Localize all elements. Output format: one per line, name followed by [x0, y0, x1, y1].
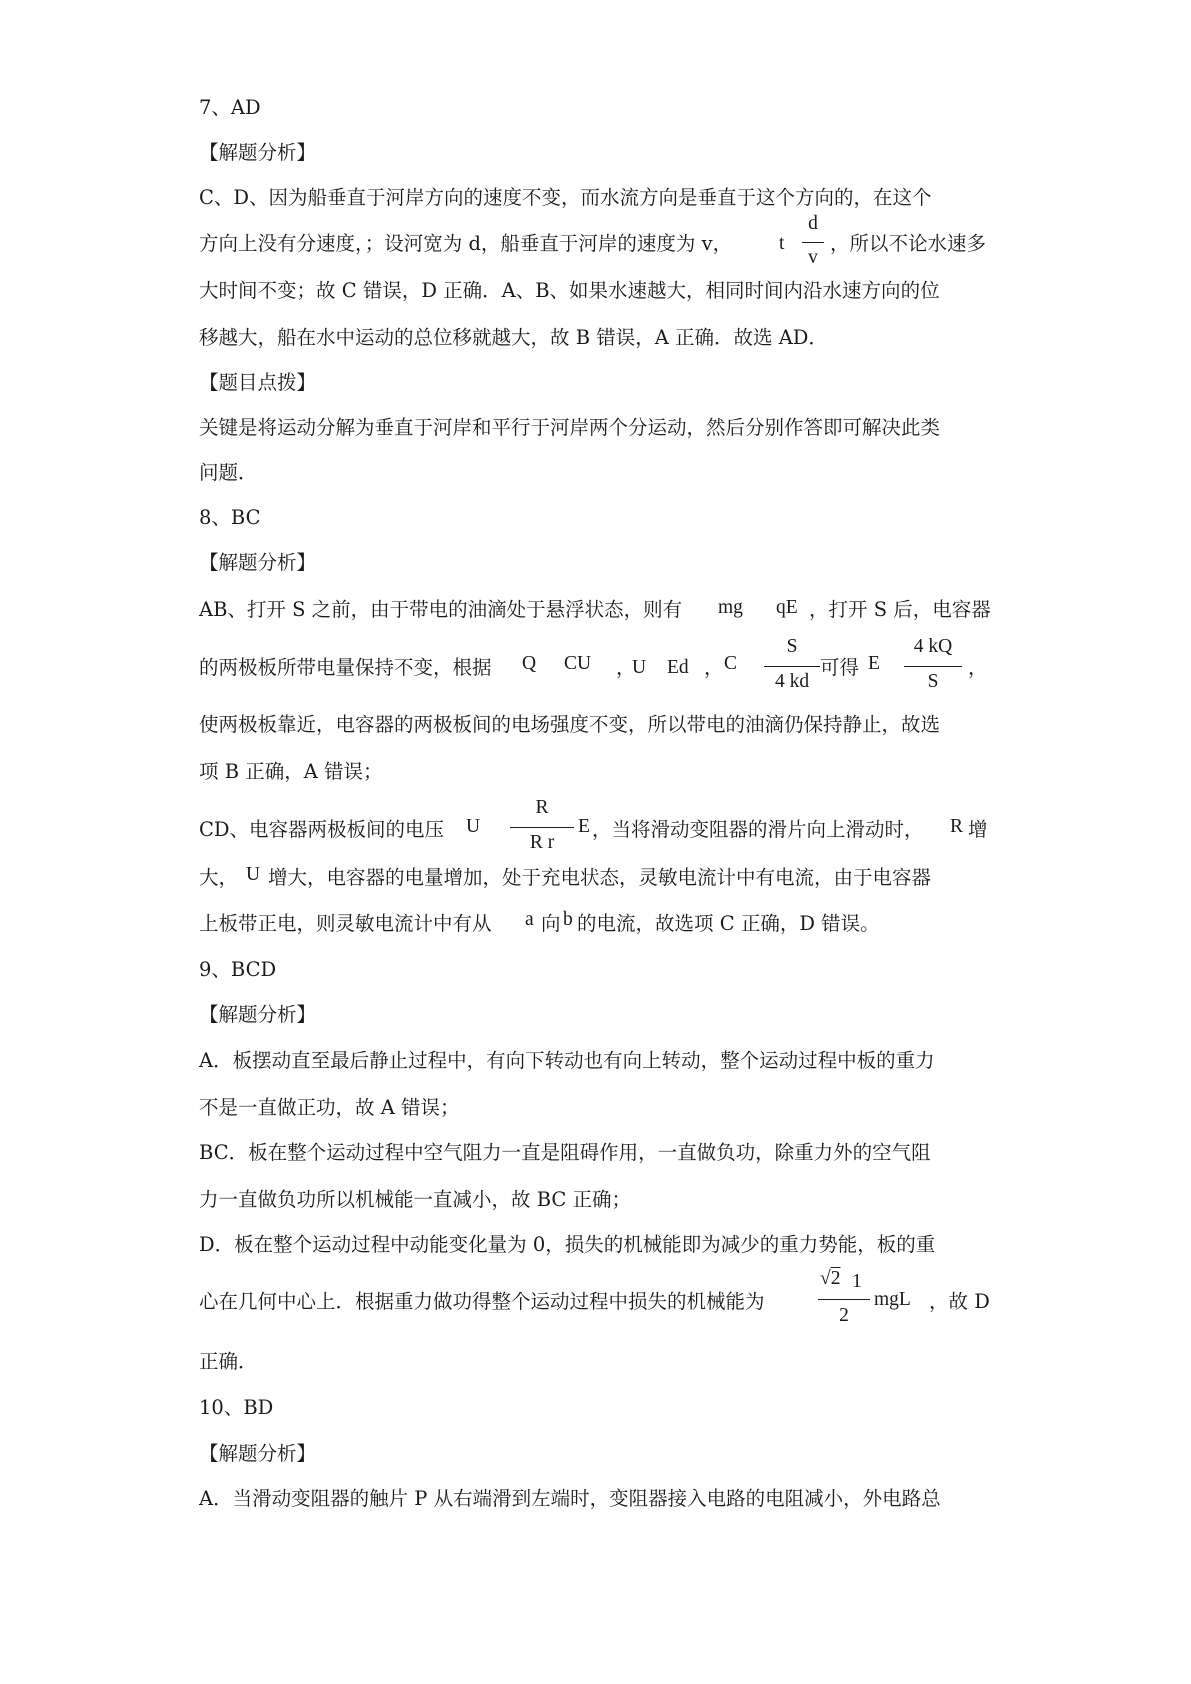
fraction-d-over-v: d v [802, 213, 824, 275]
text-line: 上板带正电，则灵敏电流计中有从 [199, 912, 492, 935]
text-line: A．板摆动直至最后静止过程中，有向下转动也有向上转动，整个运动过程中板的重力 [199, 1049, 935, 1072]
text-line: A．当滑动变阻器的触片 P 从右端滑到左端时，变阻器接入电路的电阻减小，外电路总 [199, 1487, 941, 1510]
answer-heading-10: 10、BD [199, 1396, 274, 1419]
section-heading: 【解题分析】 [199, 551, 317, 574]
answer-heading-7: 7、AD [199, 96, 261, 119]
math-qE: qE [776, 597, 798, 618]
fraction-sqrt2-minus-1-over-2: √2 1 2 [818, 1268, 870, 1338]
math-E: E [578, 816, 590, 837]
fraction-S-over-4kd: S 4 kd [764, 636, 820, 702]
answer-heading-9: 9、BCD [199, 958, 277, 981]
math-CU: CU [564, 653, 592, 674]
text-line: 方向上没有分速度，；设河宽为 d，船垂直于河岸的速度为 v， [199, 232, 733, 255]
text-line: ， [616, 656, 636, 679]
text-line: ， [968, 656, 988, 679]
answer-heading-8: 8、BC [199, 506, 261, 529]
fraction-4kQ-over-S: 4 kQ S [904, 636, 962, 702]
math-Ed: Ed [667, 657, 689, 678]
text-line: 移越大，船在水中运动的总位移就越大，故 B 错误，A 正确．故选 AD． [199, 326, 828, 349]
text-line: 向 [541, 912, 561, 935]
text-line: 可得 [820, 656, 860, 679]
section-heading: 【解题分析】 [199, 141, 317, 164]
text-line: BC．板在整个运动过程中空气阻力一直是阻碍作用，一直做负功，除重力外的空气阻 [199, 1141, 931, 1164]
math-E: E [868, 653, 880, 674]
text-line: ，当将滑动变阻器的滑片向上滑动时， [592, 818, 924, 841]
text-line: 力一直做负功所以机械能一直减小，故 BC 正确； [199, 1188, 632, 1211]
text-line: 大时间不变；故 C 错误，D 正确．A、B、如果水速越大，相同时间内沿水速方向的位 [199, 279, 940, 302]
math-b: b [563, 909, 573, 930]
text-line: ， [704, 656, 724, 679]
text-line: 增大，电容器的电量增加，处于充电状态，灵敏电流计中有电流，由于电容器 [268, 866, 932, 889]
math-mgL: mgL [874, 1289, 911, 1310]
math-U: U [246, 864, 261, 885]
text-line: 大， [199, 866, 239, 889]
text-line: 增 [968, 818, 988, 841]
text-line: ，打开 S 后，电容器 [809, 598, 991, 621]
math-C: C [724, 653, 738, 674]
section-heading: 【解题分析】 [199, 1442, 317, 1465]
text-line: ，所以不论水速多 [830, 232, 987, 255]
text-line: 问题． [199, 461, 258, 484]
math-a: a [525, 909, 534, 930]
text-line: 的电流，故选项 C 正确，D 错误。 [577, 912, 880, 935]
math-U: U [466, 816, 481, 837]
math-t: t [779, 233, 785, 254]
text-line: 心在几何中心上．根据重力做功得整个运动过程中损失的机械能为 [199, 1290, 765, 1313]
text-line: 关键是将运动分解为垂直于河岸和平行于河岸两个分运动，然后分别作答即可解决此类 [199, 416, 941, 439]
text-line: C、D、因为船垂直于河岸方向的速度不变，而水流方向是垂直于这个方向的，在这个 [199, 186, 932, 209]
text-line: ，故 D [929, 1290, 990, 1313]
math-R: R [950, 816, 964, 837]
text-line: CD、电容器两极板间的电压 [199, 818, 445, 841]
text-line: AB、打开 S 之前，由于带电的油滴处于悬浮状态，则有 [199, 598, 683, 621]
text-line: 正确． [199, 1350, 258, 1373]
section-heading: 【解题分析】 [199, 1003, 317, 1026]
section-heading: 【题目点拨】 [199, 371, 317, 394]
math-U: U [632, 657, 647, 678]
text-line: 项 B 正确，A 错误； [199, 760, 383, 783]
text-line: 的两极板所带电量保持不变，根据 [199, 656, 492, 679]
text-line: 不是一直做正功，故 A 错误； [199, 1096, 460, 1119]
math-Q: Q [522, 653, 537, 674]
fraction-R-over-R-plus-r: R R r [510, 797, 574, 863]
math-mg: mg [718, 597, 743, 618]
text-line: 使两极板靠近，电容器的两极板间的电场强度不变，所以带电的油滴仍保持静止，故选 [199, 713, 941, 736]
text-line: D．板在整个运动过程中动能变化量为 0，损失的机械能即为减少的重力势能，板的重 [199, 1233, 936, 1256]
sqrt-icon: √ [820, 1268, 831, 1289]
